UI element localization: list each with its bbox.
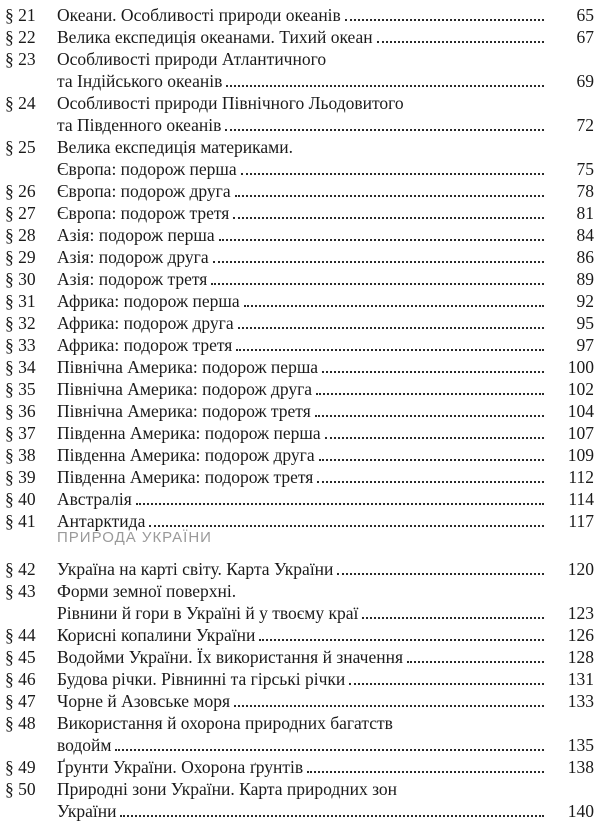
page-number: 84 [576, 225, 594, 245]
toc-entry-line [0, 290, 600, 312]
toc-entry-line [0, 4, 600, 26]
toc-entry-line [0, 92, 600, 114]
section-number: § 42 [5, 559, 36, 579]
section-number: § 43 [5, 581, 36, 601]
toc-entry-line [0, 158, 600, 180]
entry-title: Велика експедиція океанами. Тихий океан [57, 27, 373, 47]
dot-leader [213, 261, 544, 263]
toc-entry-line [0, 48, 600, 70]
page-number: 133 [567, 691, 594, 711]
entry-title: Південна Америка: подорож друга [57, 445, 315, 465]
toc-entry-line [0, 800, 600, 822]
page-number: 123 [567, 603, 594, 623]
section-number: § 29 [5, 247, 36, 267]
page-number: 107 [567, 423, 594, 443]
section-number: § 41 [5, 511, 36, 531]
page-number: 112 [568, 467, 594, 487]
entry-title: Південна Америка: подорож перша [57, 423, 321, 443]
dot-leader [115, 749, 544, 751]
page-number: 72 [576, 115, 594, 135]
dot-leader [316, 393, 544, 395]
toc-entry-line [0, 668, 600, 690]
toc-entry-line [0, 690, 600, 712]
dot-leader [238, 327, 544, 329]
page-number: 97 [576, 335, 594, 355]
toc-entry-line [0, 26, 600, 48]
dot-leader [407, 661, 544, 663]
page-number: 117 [568, 511, 594, 531]
dot-leader [349, 683, 544, 685]
section-number: § 23 [5, 49, 36, 69]
dot-leader [211, 283, 544, 285]
section-number: § 45 [5, 647, 36, 667]
toc-entry-line [0, 624, 600, 646]
page-number: 128 [567, 647, 594, 667]
entry-title: Корисні копалини України [57, 625, 256, 645]
toc-entry-line [0, 444, 600, 466]
section-number: § 32 [5, 313, 36, 333]
entry-title: Африка: подорож друга [57, 313, 234, 333]
page-number: 140 [567, 801, 594, 821]
entry-title: Північна Америка: подорож перша [57, 357, 319, 377]
entry-title: Україна на карті світу. Карта України [57, 559, 334, 579]
section-number: § 38 [5, 445, 36, 465]
section-number: § 44 [5, 625, 36, 645]
entry-title: Велика експедиція материками. [57, 137, 293, 157]
section-number: § 28 [5, 225, 36, 245]
page-number: 65 [576, 5, 594, 25]
toc-entry-line [0, 136, 600, 158]
entry-title: Азія: подорож третя [57, 269, 208, 289]
page-number: 75 [576, 159, 594, 179]
section-number: § 31 [5, 291, 36, 311]
page-number: 78 [576, 181, 594, 201]
dot-leader [377, 41, 544, 43]
entry-title: Африка: подорож перша [57, 291, 240, 311]
section-number: § 50 [5, 779, 36, 799]
entry-title: Європа: подорож третя [57, 203, 230, 223]
toc-entry-line [0, 334, 600, 356]
entry-title: Використання й охорона природних багатств [57, 713, 393, 733]
entry-title: Природні зони України. Карта природних зон [57, 779, 398, 799]
entry-title: та Індійського океанів [57, 71, 223, 91]
dot-leader [362, 617, 544, 619]
toc-entry-line [0, 756, 600, 778]
toc-entry-line [0, 602, 600, 624]
toc-entry-line [0, 180, 600, 202]
entry-title: водойм [57, 735, 112, 755]
entry-title: Рівнини й гори в Україні й у твоєму краї [57, 603, 359, 623]
page-number: 95 [576, 313, 594, 333]
section-number: § 33 [5, 335, 36, 355]
toc-entry-line [0, 268, 600, 290]
entry-title: Азія: подорож друга [57, 247, 209, 267]
toc-entry-line [0, 712, 600, 734]
entry-title: Африка: подорож третя [57, 335, 233, 355]
dot-leader [136, 503, 544, 505]
section-number: § 40 [5, 489, 36, 509]
section-number: § 47 [5, 691, 36, 711]
section-number: § 34 [5, 357, 36, 377]
toc-entry-line [0, 778, 600, 800]
toc-entry-line [0, 400, 600, 422]
page-number: 131 [567, 669, 594, 689]
entry-title: Форми земної поверхні. [57, 581, 237, 601]
section-number: § 27 [5, 203, 36, 223]
toc-entry-line [0, 510, 600, 532]
section-number: § 22 [5, 27, 36, 47]
dot-leader [259, 639, 544, 641]
dot-leader [120, 815, 544, 817]
dot-leader [236, 349, 544, 351]
section-heading: ПРИРОДА УКРАЇНИ [57, 529, 212, 546]
dot-leader [234, 705, 544, 707]
page-number: 126 [567, 625, 594, 645]
entry-title: Чорне й Азовське моря [57, 691, 231, 711]
toc-entry-line [0, 202, 600, 224]
entry-title: Океани. Особливості природи океанів [57, 5, 341, 25]
toc-entry-line [0, 70, 600, 92]
entry-title: України [57, 801, 117, 821]
toc-entry-line [0, 558, 600, 580]
entry-title: Водойми України. Їх використання й значення [57, 647, 404, 667]
page-number: 69 [576, 71, 594, 91]
dot-leader [319, 459, 544, 461]
section-number: § 36 [5, 401, 36, 421]
section-number: § 48 [5, 713, 36, 733]
section-number: § 26 [5, 181, 36, 201]
page-number: 67 [576, 27, 594, 47]
entry-title: Будова річки. Рівнинні та гірські річки [57, 669, 346, 689]
page-number: 81 [576, 203, 594, 223]
entry-title: Ґрунти України. Охорона ґрунтів [57, 757, 304, 777]
page-number: 100 [567, 357, 594, 377]
dot-leader [149, 525, 544, 527]
page-number: 86 [576, 247, 594, 267]
section-number: § 21 [5, 5, 36, 25]
section-number: § 30 [5, 269, 36, 289]
dot-leader [345, 19, 544, 21]
page-number: 109 [567, 445, 594, 465]
entry-title: Європа: подорож перша [57, 159, 237, 179]
toc-entry-line [0, 580, 600, 602]
entry-title: Європа: подорож друга [57, 181, 231, 201]
page-number: 120 [567, 559, 594, 579]
dot-leader [219, 239, 544, 241]
page-number: 104 [567, 401, 594, 421]
toc-entry-line [0, 422, 600, 444]
toc-entry-line [0, 646, 600, 668]
toc-entry-line [0, 114, 600, 136]
dot-leader [233, 217, 544, 219]
toc-entry-line [0, 488, 600, 510]
page-number: 102 [567, 379, 594, 399]
page-number: 89 [576, 269, 594, 289]
toc-entry-line [0, 356, 600, 378]
toc-entry-line [0, 312, 600, 334]
page-number: 114 [568, 489, 594, 509]
dot-leader [322, 371, 544, 373]
section-number: § 49 [5, 757, 36, 777]
dot-leader [235, 195, 544, 197]
page-number: 92 [576, 291, 594, 311]
section-number: § 35 [5, 379, 36, 399]
entry-title: Північна Америка: подорож третя [57, 401, 311, 421]
entry-title: Особливості природи Атлантичного [57, 49, 327, 69]
toc-entry-line [0, 246, 600, 268]
dot-leader [226, 85, 544, 87]
entry-title: Австралія [57, 489, 132, 509]
dot-leader [317, 481, 544, 483]
section-number: § 24 [5, 93, 36, 113]
entry-title: Азія: подорож перша [57, 225, 215, 245]
dot-leader [325, 437, 544, 439]
section-number: § 25 [5, 137, 36, 157]
entry-title: Особливості природи Північного Льодовитого [57, 93, 404, 113]
page-number: 135 [567, 735, 594, 755]
dot-leader [244, 305, 544, 307]
dot-leader [315, 415, 544, 417]
page-number: 138 [567, 757, 594, 777]
entry-title: Північна Америка: подорож друга [57, 379, 313, 399]
entry-title: та Південного океанів [57, 115, 222, 135]
section-number: § 37 [5, 423, 36, 443]
entry-title: Південна Америка: подорож третя [57, 467, 314, 487]
dot-leader [337, 573, 544, 575]
dot-leader [241, 173, 544, 175]
dot-leader [307, 771, 544, 773]
toc-entry-line [0, 734, 600, 756]
toc-entry-line [0, 224, 600, 246]
section-number: § 39 [5, 467, 36, 487]
section-number: § 46 [5, 669, 36, 689]
toc-entry-line [0, 466, 600, 488]
toc-entry-line [0, 378, 600, 400]
entry-title: Антарктида [57, 511, 146, 531]
dot-leader [225, 129, 544, 131]
